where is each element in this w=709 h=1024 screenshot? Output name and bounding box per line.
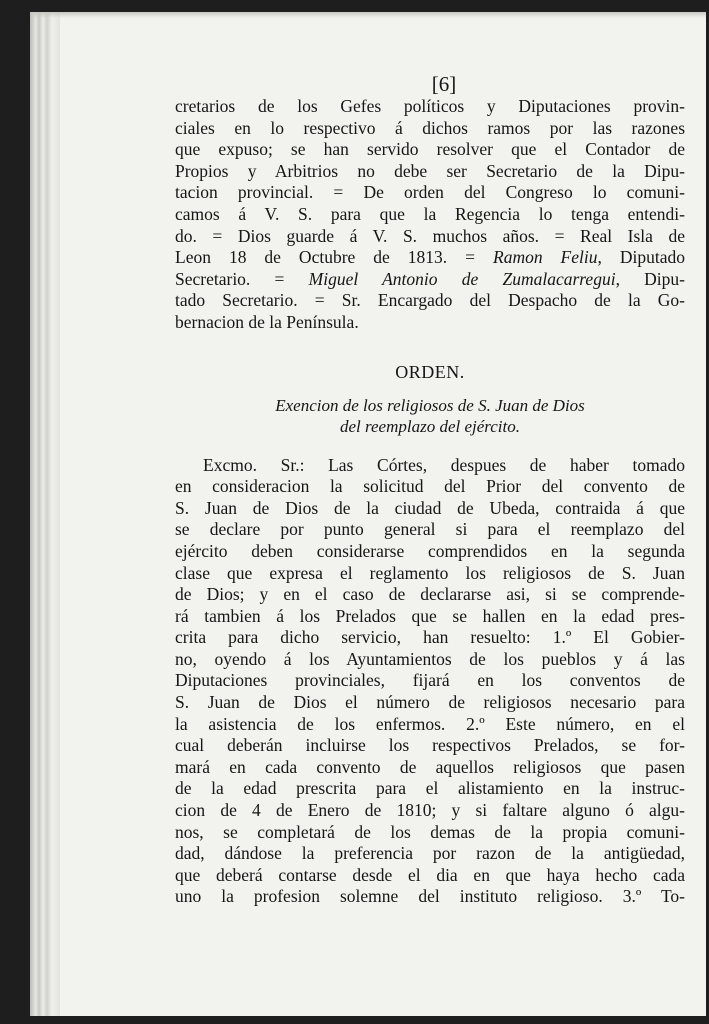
text-fragment: Leon 18 de Octubre de 1813. = bbox=[175, 247, 493, 268]
text-line: cual deberán incluirse los respectivos Prelados, se for- bbox=[175, 735, 685, 756]
text-line: ciales en lo respectivo á dichos ramos por las razones bbox=[175, 117, 685, 138]
subtitle-line: del reemplazo del ejército. bbox=[339, 416, 521, 436]
text-line: ejército deben considerarse comprendidos en la segunda bbox=[175, 540, 685, 561]
page-shadow bbox=[30, 12, 706, 18]
text-line: camos á V. S. para que la Regencia lo tenga entendi- bbox=[175, 203, 685, 224]
text-fragment: Secretario. = bbox=[175, 268, 309, 289]
section-subtitle bbox=[175, 395, 685, 437]
text-fragment: , Dipu- bbox=[615, 268, 685, 289]
text-line: S. Juan de Dios el número de religiosos necesario para bbox=[175, 692, 685, 713]
text-line: cion de 4 de Enero de 1810; y si faltare alguno ó algu- bbox=[175, 800, 685, 821]
text-line: tacion provincial. = De orden del Congreso lo comuni- bbox=[175, 182, 685, 203]
text-line: uno la profesion solemne del instituto religioso. 3.º To- bbox=[175, 886, 685, 907]
text-line bbox=[175, 269, 685, 291]
text-line: cretarios de los Gefes políticos y Diputaciones provin- bbox=[175, 96, 685, 116]
text-line: la asistencia de los enfermos. 2.º Este número, en el bbox=[175, 713, 685, 734]
text-line: de la edad prescrita para el alistamiento en la instruc- bbox=[175, 778, 685, 799]
text-line: de Dios; y en el caso de declararse asi, si se comprende- bbox=[175, 584, 685, 605]
signatory-name: Miguel Antonio de Zumalacarregui bbox=[308, 268, 616, 289]
text-line: tado Secretario. = Sr. Encargado del Despacho de la Go- bbox=[175, 290, 685, 311]
subtitle-line: Exencion de los religiosos de S. Juan de Dios bbox=[275, 395, 585, 415]
text-line: se declare por punto general si para el reemplazo del bbox=[175, 519, 685, 540]
text-block bbox=[175, 72, 685, 908]
book-page bbox=[30, 12, 706, 1016]
text-line: rá tambien á los Prelados que se hallen en la edad pres- bbox=[175, 605, 685, 626]
text-fragment: Excmo. Sr.: Las Córtes, despues de haber tomado bbox=[203, 454, 685, 475]
body-paragraph bbox=[175, 455, 685, 908]
text-line: mará en cada convento de aquellos religiosos que pasen bbox=[175, 756, 685, 777]
text-line: bernacion de la Península. bbox=[175, 311, 359, 332]
text-line: que deberá contarse desde el dia en que haya hecho cada bbox=[175, 864, 685, 885]
page-number: [6] bbox=[431, 72, 457, 96]
section-heading: ORDEN. bbox=[395, 361, 465, 382]
text-line: no, oyendo á los Ayuntamientos de los pueblos y á las bbox=[175, 648, 685, 669]
text-line bbox=[175, 247, 685, 269]
text-line: nos, se completará de los demas de la propia comuni- bbox=[175, 821, 685, 842]
text-line: S. Juan de Dios de la ciudad de Ubeda, contraida á que bbox=[175, 497, 685, 518]
text-fragment: , Diputado bbox=[597, 247, 685, 268]
text-line: Diputaciones provinciales, fijará en los conventos de bbox=[175, 670, 685, 691]
page-edges bbox=[30, 12, 60, 1016]
text-line: clase que expresa el reglamento los religiosos de S. Juan bbox=[175, 562, 685, 583]
text-line: crita para dicho servicio, han resuelto: 1.º El Gobier- bbox=[175, 627, 685, 648]
text-line: dad, dándose la preferencia por razon de la antigüedad, bbox=[175, 843, 685, 864]
text-line: que expuso; se han servido resolver que el Contador de bbox=[175, 139, 685, 160]
text-line bbox=[175, 455, 685, 477]
text-line: Propios y Arbitrios no debe ser Secretario de la Dipu- bbox=[175, 160, 685, 181]
opening-paragraph bbox=[175, 96, 685, 334]
signatory-name: Ramon Feliu bbox=[493, 247, 598, 268]
text-line: en consideracion la solicitud del Prior del convento de bbox=[175, 476, 685, 497]
text-line: do. = Dios guarde á V. S. muchos años. = Real Isla de bbox=[175, 225, 685, 246]
